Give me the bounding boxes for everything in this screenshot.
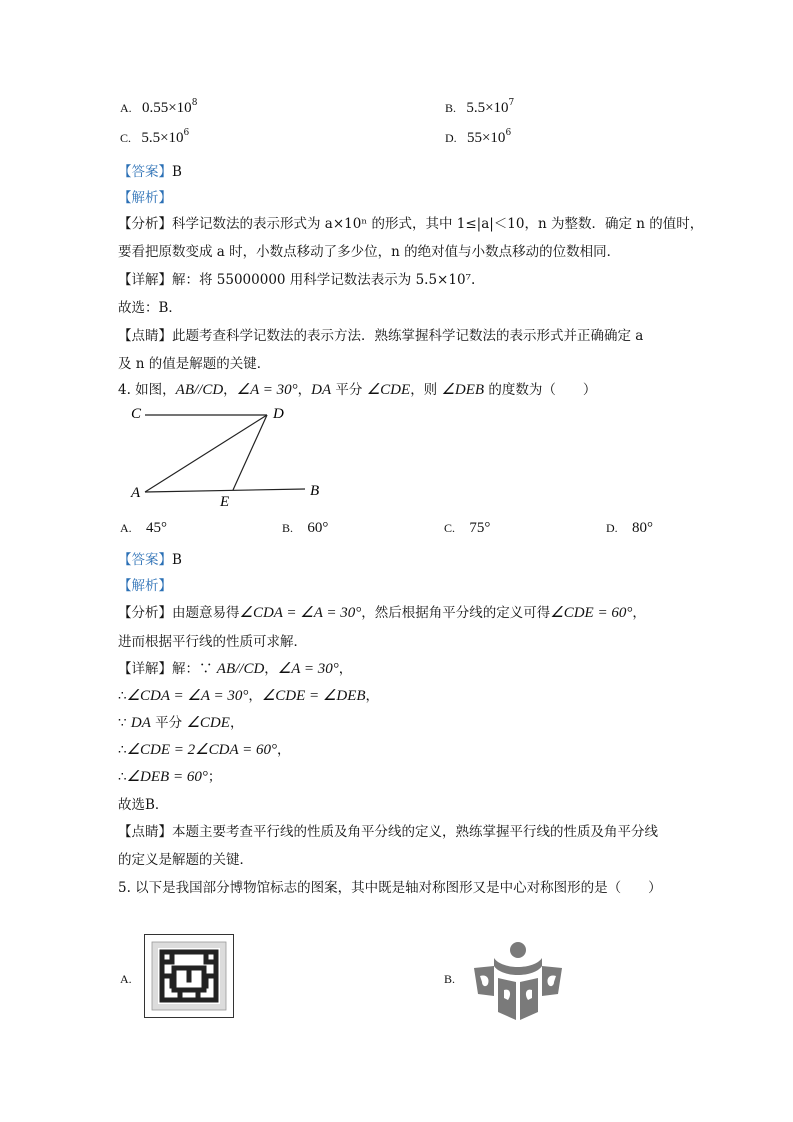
answer-value: B xyxy=(172,164,182,180)
xiangjie-tag: 【详解】 xyxy=(118,661,172,677)
option-letter: B. xyxy=(282,521,294,535)
stem-prefix: 4. 如图， xyxy=(118,382,176,398)
option-value: 55×10 xyxy=(466,130,506,146)
q3-fenxi-line2: 要看把原数变成 a 时，小数点移动了多少位，n 的绝对值与小数点移动的位数相同． xyxy=(118,244,621,260)
q4-step-1 xyxy=(118,684,379,705)
q4-xiangjie xyxy=(118,657,352,678)
q4-fenxi-line2: 进而根据平行线的性质可求解． xyxy=(118,634,307,650)
q4-analysis-tag: 【解析】 xyxy=(118,578,172,594)
q4-fenxi-line1 xyxy=(118,601,646,622)
point-label-d: D xyxy=(273,406,284,422)
option-exponent: 7 xyxy=(508,98,515,108)
q3-option-a xyxy=(120,100,197,117)
q3-option-c xyxy=(120,130,189,147)
shield-figure-logo-icon xyxy=(468,936,568,1022)
xiangjie-math: ∠A = 30° xyxy=(277,661,339,677)
step-math: DA xyxy=(130,715,151,731)
q4-step-2 xyxy=(118,711,243,732)
option-value: 75° xyxy=(469,520,491,536)
q3-xiangjie xyxy=(118,268,475,288)
xiangjie-text: 解：将 55000000 用科学记数法表示为 5.5×10⁷. xyxy=(172,272,476,288)
option-exponent: 8 xyxy=(191,98,198,108)
stem-math: ∠A = 30° xyxy=(236,382,298,398)
stem-math: AB//CD xyxy=(175,382,224,398)
therefore-symbol: ∴ xyxy=(118,769,127,785)
option-value: 80° xyxy=(631,520,653,536)
fenxi-math: ∠CDE = 60° xyxy=(550,605,633,621)
point-label-c: C xyxy=(131,406,142,422)
q5-option-b-letter: B. xyxy=(444,972,456,986)
line-ab xyxy=(145,489,305,492)
fenxi-text: ，然后根据角平分线的定义可得 xyxy=(361,605,551,621)
option-value: 60° xyxy=(307,520,329,536)
stem-sep: ， xyxy=(297,382,312,398)
option-letter: C. xyxy=(444,521,456,535)
option-exponent: 6 xyxy=(183,128,190,138)
dianjing-text: 此题考查科学记数法的表示方法．熟练掌握科学记数法的表示形式并正确确定 a xyxy=(172,328,644,344)
step-sep: ， xyxy=(365,688,380,704)
step-sep: ， xyxy=(229,715,244,731)
step-math: ∠CDE xyxy=(186,715,230,731)
xiangjie-tag: 【详解】 xyxy=(118,272,172,288)
answer-tag: 【答案】 xyxy=(118,164,172,180)
xiangjie-math: AB//CD xyxy=(216,661,265,677)
answer-tag: 【答案】 xyxy=(118,552,172,568)
option-letter: B. xyxy=(445,101,457,115)
point-label-e: E xyxy=(220,494,230,510)
q3-answer xyxy=(118,160,182,180)
q4-step-3 xyxy=(118,738,290,759)
option-value: 45° xyxy=(145,520,167,536)
q3-analysis-tag: 【解析】 xyxy=(118,190,172,206)
step-sep: ； xyxy=(207,769,222,785)
q4-dianjing-line1 xyxy=(118,820,658,840)
step-sep: ， xyxy=(248,688,262,704)
q3-option-d xyxy=(445,130,511,147)
therefore-symbol: ∴ xyxy=(118,742,127,758)
option-value: 5.5×10 xyxy=(141,130,184,146)
step-math: ∠CDE = 2∠CDA = 60° xyxy=(126,742,277,758)
q3-option-b xyxy=(445,100,514,117)
option-exponent: 6 xyxy=(505,128,512,138)
fenxi-text: 科学记数法的表示形式为 a×10ⁿ 的形式，其中 1≤|a|＜10，n 为整数．确定 n 的值时， xyxy=(172,216,704,232)
q4-answer xyxy=(118,548,182,568)
step-math: ∠CDE = ∠DEB xyxy=(261,688,366,704)
q4-option-d xyxy=(606,520,653,537)
q4-step-4 xyxy=(118,765,221,786)
fenxi-text: ， xyxy=(632,605,646,621)
q4-choose: 故选B． xyxy=(118,797,169,813)
point-label-a: A xyxy=(131,485,141,501)
step-text: 平分 xyxy=(150,715,187,731)
q3-dianjing-line2: 及 n 的值是解题的关键． xyxy=(118,356,271,372)
fenxi-text: 由题意易得 xyxy=(172,605,240,621)
stem-math: ∠DEB xyxy=(441,382,485,398)
point-label-b: B xyxy=(310,483,320,499)
option-letter: A. xyxy=(120,101,132,115)
dianjing-tag: 【点睛】 xyxy=(118,824,172,840)
q3-choose: 故选：B． xyxy=(118,300,182,316)
line-da xyxy=(145,415,267,492)
q4-option-b xyxy=(282,520,328,537)
stem-sep: ， xyxy=(223,382,237,398)
option-value: 0.55×10 xyxy=(141,100,192,116)
q4-stem xyxy=(118,378,596,399)
step-sep: ， xyxy=(276,742,291,758)
fenxi-tag: 【分析】 xyxy=(118,605,172,621)
step-math: ∠DEB = 60° xyxy=(126,769,208,785)
option-letter: D. xyxy=(445,131,457,145)
answer-value: B xyxy=(172,552,182,568)
fenxi-tag: 【分析】 xyxy=(118,216,172,232)
q4-dianjing-line2: 的定义是解题的关键． xyxy=(118,852,253,868)
q3-fenxi-line1 xyxy=(118,212,703,232)
q4-option-c xyxy=(444,520,490,537)
step-math: ∠CDA = ∠A = 30° xyxy=(126,688,249,704)
stem-math: ∠CDE xyxy=(366,382,411,398)
xiangjie-text: 解：∵ xyxy=(172,661,217,677)
stem-text: ，则 xyxy=(410,382,442,398)
option-letter: D. xyxy=(606,521,618,535)
because-symbol: ∵ xyxy=(118,715,127,731)
q3-dianjing-line1 xyxy=(118,324,643,344)
therefore-symbol: ∴ xyxy=(118,688,127,704)
xiangjie-text: ， xyxy=(264,661,278,677)
square-maze-logo-icon xyxy=(144,934,234,1018)
fenxi-math: ∠CDA = ∠A = 30° xyxy=(239,605,362,621)
option-letter: C. xyxy=(120,131,132,145)
q5-stem: 5. 以下是我国部分博物馆标志的图案，其中既是轴对称图形又是中心对称图形的是（ ） xyxy=(118,880,662,896)
q5-option-a-letter: A. xyxy=(120,972,132,986)
stem-text: 的度数为（ ） xyxy=(484,382,597,398)
q4-geometry-figure xyxy=(125,400,345,510)
q4-option-a xyxy=(120,520,167,537)
xiangjie-text: ， xyxy=(338,661,353,677)
option-letter: A. xyxy=(120,521,132,535)
stem-text: 平分 xyxy=(331,382,367,398)
stem-math: DA xyxy=(311,382,332,398)
dianjing-text: 本题主要考查平行线的性质及角平分线的定义，熟练掌握平行线的性质及角平分线 xyxy=(172,824,658,840)
option-value: 5.5×10 xyxy=(466,100,509,116)
dianjing-tag: 【点睛】 xyxy=(118,328,172,344)
